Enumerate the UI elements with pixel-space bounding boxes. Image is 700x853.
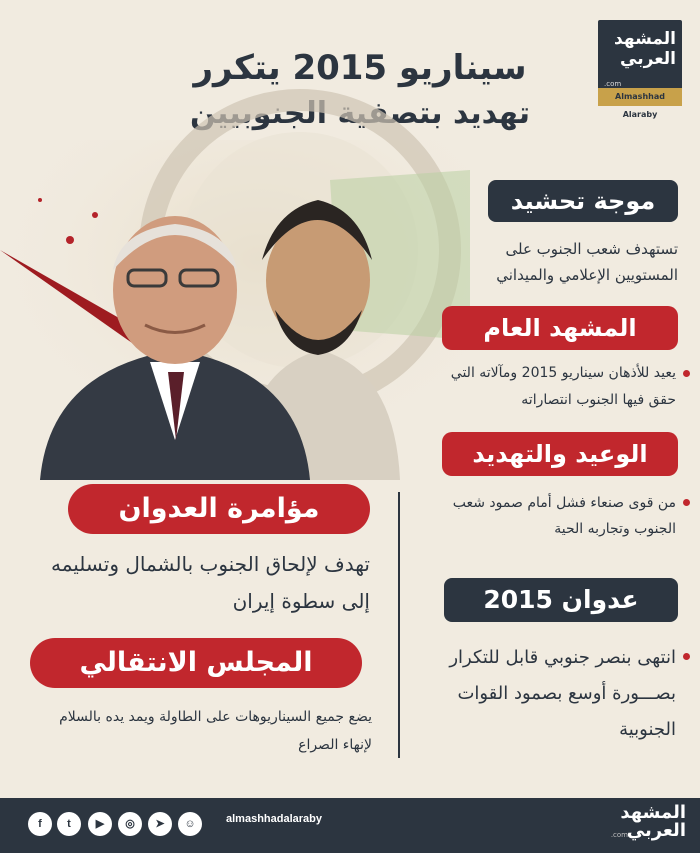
logo-dotcom: .com — [604, 80, 622, 88]
telegram-icon[interactable]: ➤ — [148, 812, 172, 836]
snapchat-icon[interactable]: ☺ — [178, 812, 202, 836]
text-mobilization-wave: تستهدف شعب الجنوب على المستويين الإعلامي والميداني — [496, 240, 678, 284]
heading-aggression-2015: عدوان 2015 — [444, 578, 678, 622]
facebook-icon[interactable]: f — [28, 812, 52, 836]
footer-logo-dotcom: .com — [610, 831, 628, 839]
title-line1: سيناريو 2015 يتكرر — [193, 48, 527, 88]
text-aggression-plot: تهدف لإلحاق الجنوب بالشمال وتسليمه إلى سطوة إيران — [50, 552, 370, 613]
text-general-scene: يعيد للأذهان سيناريو 2015 ومآلاته التي حقق فيها الجنوب انتصاراته — [450, 365, 676, 408]
text-threats: من قوى صنعاء فشل أمام صمود شعب الجنوب وتجاربه الحية — [452, 495, 676, 537]
bullet-general-scene — [683, 370, 690, 377]
heading-threats: الوعيد والتهديد — [442, 432, 678, 476]
footer-bar — [0, 798, 700, 853]
brand-logo — [598, 20, 682, 119]
footer-logo — [620, 804, 686, 840]
footer-logo-line2: العربي — [626, 820, 686, 841]
logo-line2: العربي — [620, 49, 676, 69]
instagram-icon[interactable]: ◎ — [118, 812, 142, 836]
text-aggression-2015: انتهى بنصر جنوبي قابل للتكرار بصـــورة أوسع بصمود القوات الجنوبية — [449, 647, 676, 740]
website-handle[interactable]: almashhadalaraby — [226, 813, 322, 825]
bullet-threats — [683, 499, 690, 506]
column-divider — [398, 492, 400, 758]
heading-aggression-plot: مؤامرة العدوان — [68, 484, 370, 534]
bullet-aggression-2015 — [683, 653, 690, 660]
heading-mobilization-wave: موجة تحشيد — [488, 180, 678, 222]
title-line2: تهديد بتصفية الجنوبيين — [190, 96, 530, 131]
youtube-icon[interactable]: ▶ — [88, 812, 112, 836]
heading-transitional-council: المجلس الانتقالي — [30, 638, 362, 688]
twitter-icon[interactable]: t — [57, 812, 81, 836]
logo-line1: المشهد — [614, 29, 676, 49]
portraits-image — [0, 140, 470, 480]
logo-latin: Almashhad Alaraby — [598, 88, 682, 106]
footer-logo-line1: المشهد — [620, 802, 686, 823]
text-transitional-council: يضع جميع السيناريوهات على الطاولة ويمد يده بالسلام لإنهاء الصراع — [59, 709, 372, 753]
heading-general-scene: المشهد العام — [442, 306, 678, 350]
